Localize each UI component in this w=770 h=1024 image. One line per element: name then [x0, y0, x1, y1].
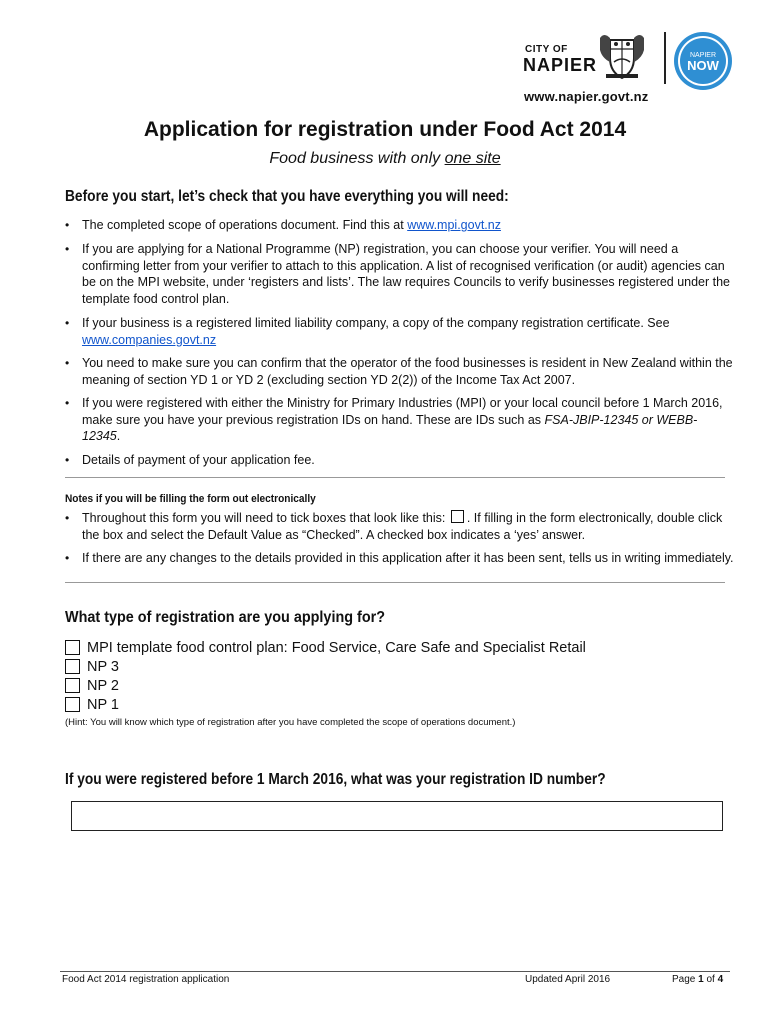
- checklist-item-4-text: You need to make sure you can confirm that the operator of the food businesses is resident in New Zealand within the meaning of section YD 1 or YD 2 (excluding section YD 2(2)) of the Income Tax Act 2007.: [82, 356, 733, 387]
- city-crest-icon: [596, 32, 648, 80]
- list-item: [65, 241, 735, 307]
- subtitle-emphasis: one site: [444, 150, 501, 167]
- mpi-link[interactable]: www.mpi.govt.nz: [407, 218, 501, 232]
- list-item: [65, 315, 735, 348]
- page-number: [672, 974, 723, 985]
- notes-item-1-after: . If filling in the form electronically, double click the box and select the Default Value as “Checked”. A checked box indicates a ‘yes’ answer.: [82, 511, 723, 542]
- list-item: [65, 217, 735, 234]
- notes-heading: Notes if you will be filling the form out electronically: [65, 493, 316, 505]
- notes-list: [65, 510, 735, 580]
- notes-item-1-before: Throughout this form you will need to tick boxes that look like this:: [82, 511, 449, 525]
- logo-divider: [664, 32, 666, 84]
- list-item: [65, 355, 735, 388]
- notes-item-2-text: If there are any changes to the details provided in this application after it has been sent, tells us in writing immediately.: [82, 551, 734, 565]
- logo-napier: NAPIER: [523, 55, 598, 75]
- checklist-item-6-text: Details of payment of your application fee.: [82, 453, 315, 467]
- checklist-item-1-text: The completed scope of operations document. Find this at: [82, 218, 408, 232]
- divider: [65, 477, 725, 478]
- page-prefix: Page: [672, 974, 699, 985]
- list-item: [65, 510, 735, 543]
- napier-now-badge-icon: [673, 31, 733, 91]
- example-checkbox-icon: [451, 510, 464, 523]
- checkbox-np1[interactable]: [65, 697, 80, 712]
- list-item: [65, 452, 735, 469]
- option-label: NP 2: [87, 677, 119, 694]
- option-label: NP 3: [87, 658, 119, 675]
- badge-main-text: NOW: [687, 58, 719, 73]
- page-title: Application for registration under Food Act 2014: [143, 118, 627, 141]
- subtitle-prefix: Food business with only: [269, 150, 445, 167]
- page-current: 1: [698, 974, 704, 985]
- registration-id-example: FSA-JBIP-12345 or WEBB-12345: [82, 412, 698, 443]
- checklist-item-5-end: .: [116, 429, 121, 443]
- page-subtitle: [0, 150, 770, 168]
- logo-city-of: CITY OF: [525, 44, 568, 55]
- checklist: [65, 188, 735, 488]
- registration-type-heading: What type of registration are you applying for?: [65, 609, 386, 626]
- registration-id-heading: If you were registered before 1 March 2016, what was your registration ID number?: [65, 771, 606, 788]
- option-label: MPI template food control plan: Food Service, Care Safe and Specialist Retail: [87, 639, 586, 656]
- registration-type-hint: (Hint: You will know which type of registration after you have completed the scope of operations document.): [65, 717, 516, 728]
- footer-document-name: Food Act 2014 registration application: [62, 974, 230, 985]
- companies-link[interactable]: www.companies.govt.nz: [82, 332, 217, 347]
- divider: [65, 582, 725, 583]
- checkbox-np2[interactable]: [65, 678, 80, 693]
- option-np3[interactable]: [65, 657, 119, 676]
- option-label: NP 1: [87, 696, 119, 713]
- checklist-item-2-text: If you are applying for a National Programme (NP) registration, you can choose your verifier. You will need a confirming letter from your verifier to attach to this application. A list of recognised verification (or audit) agencies can be on the MPI website, under ‘registers and lists’. The law requires Councils to verify businesses registered under the template food control plan.: [82, 242, 731, 306]
- checkbox-template-fcp[interactable]: [65, 640, 80, 655]
- footer-divider: [60, 971, 730, 972]
- list-item: [65, 550, 735, 567]
- page-total: 4: [717, 974, 724, 985]
- page-of: of: [703, 974, 718, 985]
- badge-top-text: NAPIER: [689, 52, 717, 59]
- footer-updated-date: Updated April 2016: [525, 974, 611, 985]
- option-template-fcp[interactable]: [65, 638, 586, 657]
- option-np2[interactable]: [65, 676, 119, 695]
- list-item: [65, 395, 735, 445]
- checklist-item-3-text: If your business is a registered limited liability company, a copy of the company registration certificate. See: [82, 316, 670, 330]
- option-np1[interactable]: [65, 695, 119, 714]
- website-url: www.napier.govt.nz: [524, 89, 649, 104]
- checklist-item-5-text: If you were registered with either the Ministry for Primary Industries (MPI) or your local council before 1 March 2016, make sure you have your previous registration IDs on hand. These are IDs such as: [82, 396, 723, 427]
- checkbox-np3[interactable]: [65, 659, 80, 674]
- checklist-heading: Before you start, let’s check that you have everything you will need:: [65, 188, 509, 205]
- registration-id-input[interactable]: [71, 801, 723, 831]
